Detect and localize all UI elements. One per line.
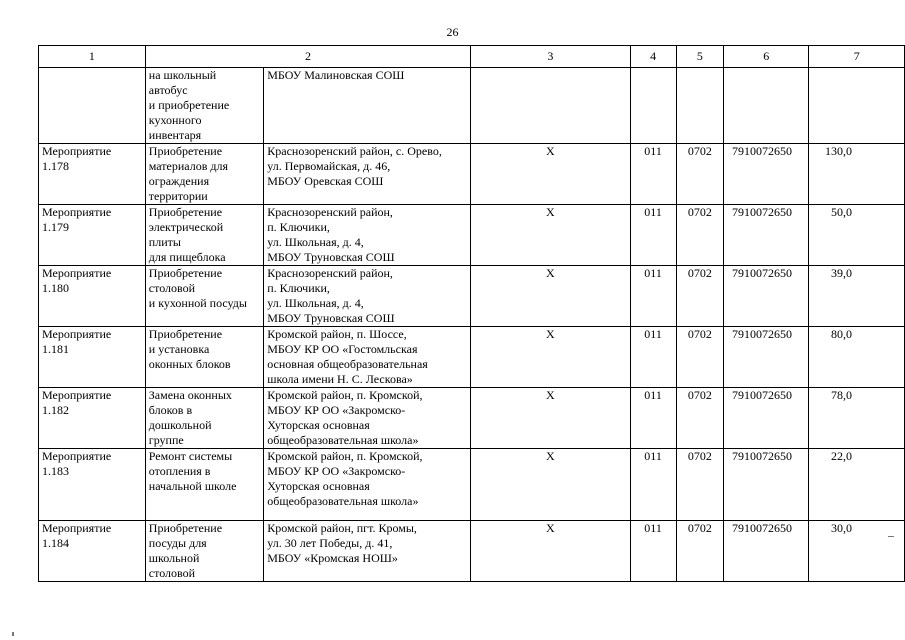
activity-cell-line: отопления в <box>148 464 211 478</box>
table-row <box>39 68 905 144</box>
code-cell: 7910072650 <box>724 327 809 388</box>
location-cell-line: МБОУ КР ОО «Закромско- <box>267 403 406 417</box>
measure-cell <box>39 521 146 582</box>
code-cell: 011 <box>630 449 676 521</box>
measure-cell-line: Мероприятие <box>42 205 112 219</box>
x-mark-cell: Х <box>471 388 630 449</box>
measure-cell-line: Мероприятие <box>42 144 112 158</box>
amount-cell: 130,0 <box>809 144 905 205</box>
code-cell: 0702 <box>676 266 723 327</box>
location-cell-line: п. Ключики, <box>267 220 330 234</box>
measure-cell <box>39 68 146 144</box>
code-cell <box>724 68 809 144</box>
code-cell: 011 <box>630 327 676 388</box>
activity-cell <box>145 327 263 388</box>
activity-cell-line: Ремонт системы <box>148 449 233 463</box>
measure-cell <box>39 388 146 449</box>
code-cell: 011 <box>630 205 676 266</box>
measure-cell <box>39 205 146 266</box>
code-cell: 011 <box>630 144 676 205</box>
header-cell: 3 <box>471 46 630 68</box>
code-cell: 011 <box>630 521 676 582</box>
header-cell: 7 <box>809 46 905 68</box>
amount-cell: 30,0 <box>809 521 905 582</box>
location-cell-line: Хуторская основная <box>267 479 370 493</box>
x-mark-cell: Х <box>471 521 630 582</box>
code-cell <box>630 68 676 144</box>
code-cell: 7910072650 <box>724 388 809 449</box>
code-cell: 011 <box>630 388 676 449</box>
activity-cell-line: Приобретение <box>148 144 223 158</box>
location-cell-line: МБОУ «Кромская НОШ» <box>267 551 398 565</box>
activity-cell <box>145 449 263 521</box>
amount-cell: 50,0 <box>809 205 905 266</box>
location-cell <box>264 521 471 582</box>
activity-cell-line: и установка <box>148 342 210 356</box>
location-cell-line: Кромской район, п. Шоссе, <box>267 327 407 341</box>
code-cell <box>676 68 723 144</box>
amount-cell: 78,0 <box>809 388 905 449</box>
measure-cell-line: 1.181 <box>42 342 69 356</box>
activity-cell-line: для пищеблока <box>148 250 226 264</box>
code-cell: 7910072650 <box>724 144 809 205</box>
x-mark-cell <box>471 68 630 144</box>
location-cell-line: МБОУ Оревская СОШ <box>267 174 384 188</box>
code-cell: 0702 <box>676 205 723 266</box>
location-cell-line: МБОУ Малиновская СОШ <box>267 68 405 82</box>
header-cell: 2 <box>145 46 470 68</box>
code-cell: 7910072650 <box>724 266 809 327</box>
activity-cell-line: ограждения <box>148 174 210 188</box>
measure-cell-line: Мероприятие <box>42 266 112 280</box>
x-mark-cell: Х <box>471 327 630 388</box>
table-row <box>39 388 905 449</box>
location-cell-line: Кромской район, п. Кромской, <box>267 449 423 463</box>
measure-cell <box>39 449 146 521</box>
location-cell-line: школа имени Н. С. Лескова» <box>267 372 413 386</box>
header-cell: 6 <box>724 46 809 68</box>
code-cell: 0702 <box>676 521 723 582</box>
location-cell-line: Краснозоренский район, <box>267 266 393 280</box>
code-cell: 7910072650 <box>724 205 809 266</box>
location-cell <box>264 449 471 521</box>
activity-cell-line: Приобретение <box>148 205 223 219</box>
page-number: 26 <box>446 25 459 39</box>
x-mark-cell: Х <box>471 144 630 205</box>
amount-cell: 22,0 <box>809 449 905 521</box>
activity-cell-line: группе <box>148 433 184 447</box>
header-cell: 1 <box>39 46 146 68</box>
measure-cell <box>39 144 146 205</box>
x-mark-cell: Х <box>471 449 630 521</box>
activity-cell-line: кухонного <box>148 113 202 127</box>
scan-artifact <box>12 632 14 636</box>
code-cell: 7910072650 <box>724 449 809 521</box>
budget-table <box>38 45 905 582</box>
measure-cell-line: 1.182 <box>42 403 69 417</box>
measure-cell-line: Мероприятие <box>42 521 112 535</box>
activity-cell-line: посуды для <box>148 536 207 550</box>
measure-cell-line: 1.180 <box>42 281 69 295</box>
amount-cell: 39,0 <box>809 266 905 327</box>
measure-cell <box>39 266 146 327</box>
activity-cell-line: плиты <box>148 235 181 249</box>
activity-cell <box>145 205 263 266</box>
location-cell-line: МБОУ Труновская СОШ <box>267 311 395 325</box>
location-cell-line: Кромской район, п. Кромской, <box>267 388 423 402</box>
code-cell: 0702 <box>676 449 723 521</box>
location-cell-line: общеобразовательная школа» <box>267 494 419 508</box>
code-cell: 0702 <box>676 144 723 205</box>
location-cell-line: Краснозоренский район, <box>267 205 393 219</box>
activity-cell-line: материалов для <box>148 159 228 173</box>
activity-cell-line: оконных блоков <box>148 357 231 371</box>
header-cell: 5 <box>676 46 723 68</box>
location-cell <box>264 68 471 144</box>
activity-cell-line: начальной школе <box>148 479 237 493</box>
code-cell: 0702 <box>676 327 723 388</box>
x-mark-cell: Х <box>471 266 630 327</box>
location-cell-line: ул. Школьная, д. 4, <box>267 235 364 249</box>
location-cell-line: ул. 30 лет Победы, д. 41, <box>267 536 393 550</box>
location-cell-line: Краснозоренский район, с. Орево, <box>267 144 442 158</box>
location-cell-line: МБОУ Труновская СОШ <box>267 250 395 264</box>
measure-cell-line: Мероприятие <box>42 449 112 463</box>
table-row <box>39 449 905 521</box>
code-cell: 7910072650 <box>724 521 809 582</box>
location-cell-line: п. Ключики, <box>267 281 330 295</box>
table-row <box>39 327 905 388</box>
activity-cell-line: на школьный <box>148 68 217 82</box>
amount-cell <box>809 68 905 144</box>
activity-cell-line: инвентаря <box>148 128 202 142</box>
activity-cell <box>145 521 263 582</box>
activity-cell-line: территории <box>148 189 208 203</box>
activity-cell-line: автобус <box>148 83 188 97</box>
location-cell-line: Кромской район, пгт. Кромы, <box>267 521 417 535</box>
location-cell-line: ул. Первомайская, д. 46, <box>267 159 391 173</box>
header-row <box>39 46 905 68</box>
location-cell-line: Хуторская основная <box>267 418 370 432</box>
table-row <box>39 144 905 205</box>
location-cell <box>264 144 471 205</box>
location-cell-line: ул. Школьная, д. 4, <box>267 296 364 310</box>
table-row <box>39 266 905 327</box>
location-cell-line: МБОУ КР ОО «Закромско- <box>267 464 406 478</box>
activity-cell <box>145 388 263 449</box>
measure-cell <box>39 327 146 388</box>
activity-cell-line: и приобретение <box>148 98 230 112</box>
location-cell <box>264 327 471 388</box>
activity-cell-line: Замена оконных <box>148 388 232 402</box>
table-row <box>39 521 905 582</box>
location-cell <box>264 205 471 266</box>
activity-cell-line: столовой <box>148 281 196 295</box>
header-cell: 4 <box>630 46 676 68</box>
scan-artifact <box>888 536 894 537</box>
location-cell-line: МБОУ КР ОО «Гостомльская <box>267 342 418 356</box>
measure-cell-line: 1.184 <box>42 536 69 550</box>
measure-cell-line: 1.178 <box>42 159 69 173</box>
location-cell <box>264 266 471 327</box>
activity-cell-line: Приобретение <box>148 266 223 280</box>
activity-cell-line: дошкольной <box>148 418 212 432</box>
activity-cell <box>145 144 263 205</box>
location-cell-line: общеобразовательная школа» <box>267 433 419 447</box>
measure-cell-line: Мероприятие <box>42 388 112 402</box>
x-mark-cell: Х <box>471 205 630 266</box>
activity-cell-line: школьной <box>148 551 200 565</box>
activity-cell-line: столовой <box>148 566 196 580</box>
amount-cell: 80,0 <box>809 327 905 388</box>
measure-cell-line: 1.179 <box>42 220 69 234</box>
code-cell: 011 <box>630 266 676 327</box>
table-row <box>39 205 905 266</box>
activity-cell-line: Приобретение <box>148 521 223 535</box>
activity-cell-line: блоков в <box>148 403 193 417</box>
activity-cell <box>145 266 263 327</box>
code-cell: 0702 <box>676 388 723 449</box>
activity-cell-line: электрической <box>148 220 224 234</box>
activity-cell-line: Приобретение <box>148 327 223 341</box>
activity-cell <box>145 68 263 144</box>
location-cell-line: основная общеобразовательная <box>267 357 428 371</box>
measure-cell-line: Мероприятие <box>42 327 112 341</box>
activity-cell-line: и кухонной посуды <box>148 296 247 310</box>
measure-cell-line: 1.183 <box>42 464 69 478</box>
location-cell <box>264 388 471 449</box>
